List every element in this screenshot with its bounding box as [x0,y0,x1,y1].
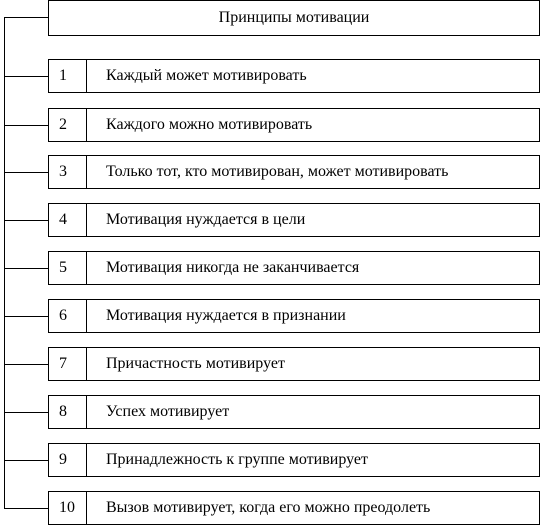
principle-text: Причастность мотивирует [106,355,285,372]
principle-text: Мотивация нуждается в признании [106,307,346,324]
connector-title [4,17,48,18]
principle-text: Мотивация нуждается в цели [106,211,306,228]
principle-text: Только тот, кто мотивирован, может мотивировать [106,163,449,180]
principle-row [48,155,540,189]
connector-branch-3 [4,172,48,173]
principle-number: 1 [49,60,87,92]
principle-number: 3 [49,156,87,188]
principle-number: 9 [49,444,87,476]
principle-row [48,395,540,429]
principle-number: 2 [49,109,87,141]
connector-branch-10 [4,508,48,509]
principle-row [48,491,540,525]
connector-branch-1 [4,76,48,77]
principle-number: 8 [49,396,87,428]
principle-number: 10 [49,492,87,524]
connector-branch-4 [4,220,48,221]
principle-row [48,347,540,381]
principle-text: Каждого можно мотивировать [106,116,313,133]
connector-branch-5 [4,268,48,269]
connector-branch-7 [4,364,48,365]
principle-row [48,251,540,285]
principle-row [48,443,540,477]
principle-text: Успех мотивирует [106,403,230,420]
principle-number: 7 [49,348,87,380]
principle-row [48,59,540,93]
principle-number: 6 [49,300,87,332]
principle-row [48,299,540,333]
principle-number: 4 [49,204,87,236]
diagram-title: Принципы мотивации [218,9,370,26]
principle-text: Принадлежность к группе мотивирует [106,451,369,468]
connector-branch-9 [4,460,48,461]
connector-branch-2 [4,125,48,126]
connector-branch-8 [4,412,48,413]
principle-text: Мотивация никогда не заканчивается [106,259,360,276]
connector-branch-6 [4,316,48,317]
principle-number: 5 [49,252,87,284]
principle-text: Вызов мотивирует, когда его можно преодолеть [106,499,431,516]
diagram-title-box [48,0,540,36]
connector-trunk [4,17,5,508]
principle-row [48,108,540,142]
principle-row [48,203,540,237]
principle-text: Каждый может мотивировать [106,67,307,84]
